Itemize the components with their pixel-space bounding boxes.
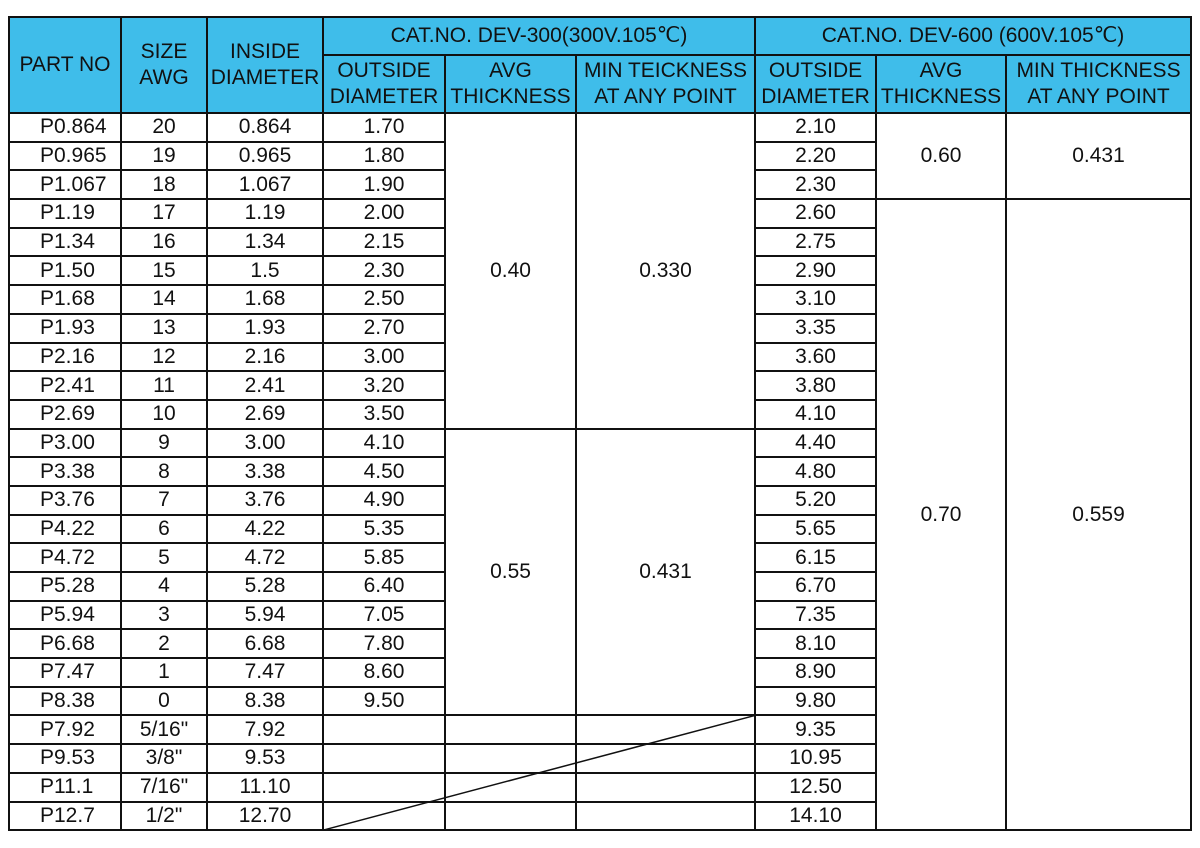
header-avg-600-line2: THICKNESS: [880, 85, 1002, 108]
part-no-cell: P6.68: [9, 629, 121, 658]
size-awg-cell: 18: [121, 170, 207, 199]
dev300-outside-diameter-cell: 3.00: [323, 343, 445, 372]
size-awg-cell: 5/16": [121, 715, 207, 744]
size-awg-cell: 9: [121, 429, 207, 458]
dev300-min-thickness-cell: 0.330: [576, 113, 755, 429]
size-awg-cell: 3: [121, 601, 207, 630]
table-row: [9, 113, 1191, 142]
size-awg-cell: 7/16": [121, 773, 207, 802]
size-awg-cell: 2: [121, 629, 207, 658]
dev600-outside-diameter-cell: 3.35: [755, 314, 876, 343]
dev300-min-thickness-empty-cell: [576, 802, 755, 831]
inside-diameter-cell: 5.94: [207, 601, 323, 630]
inside-diameter-cell: 4.72: [207, 543, 323, 572]
header-od-600-line1: OUTSIDE: [768, 59, 863, 82]
header-min-300-line1: MIN TEICKNESS: [584, 59, 747, 82]
dev600-outside-diameter-cell: 12.50: [755, 773, 876, 802]
header-cat-dev300: CAT.NO. DEV-300(300V.105℃): [323, 17, 755, 55]
header-avg-600: [876, 55, 1006, 113]
dev600-outside-diameter-cell: 7.35: [755, 601, 876, 630]
inside-diameter-cell: 2.16: [207, 343, 323, 372]
dev300-outside-diameter-cell: 3.20: [323, 371, 445, 400]
inside-diameter-cell: 7.47: [207, 658, 323, 687]
header-avg-300-line2: THICKNESS: [450, 85, 571, 108]
dev600-avg-thickness-cell: 0.70: [876, 199, 1006, 830]
size-awg-cell: 17: [121, 199, 207, 228]
part-no-cell: P12.7: [9, 802, 121, 831]
inside-diameter-cell: 9.53: [207, 744, 323, 773]
size-awg-cell: 15: [121, 256, 207, 285]
part-no-cell: P2.41: [9, 371, 121, 400]
part-no-cell: P1.067: [9, 170, 121, 199]
inside-diameter-cell: 1.68: [207, 285, 323, 314]
dev300-avg-thickness-empty-cell: [445, 773, 576, 802]
part-no-cell: P7.92: [9, 715, 121, 744]
dev300-outside-diameter-cell: 8.60: [323, 658, 445, 687]
dev300-outside-diameter-cell: 6.40: [323, 572, 445, 601]
size-awg-cell: 19: [121, 142, 207, 171]
inside-diameter-cell: 3.00: [207, 429, 323, 458]
table-header: [9, 17, 1191, 113]
dev600-outside-diameter-cell: 10.95: [755, 744, 876, 773]
dev300-outside-diameter-cell: 5.35: [323, 515, 445, 544]
inside-diameter-cell: 5.28: [207, 572, 323, 601]
inside-diameter-cell: 0.864: [207, 113, 323, 142]
header-min-300-line2: AT ANY POINT: [594, 85, 737, 108]
dev600-outside-diameter-cell: 4.80: [755, 457, 876, 486]
size-awg-cell: 6: [121, 515, 207, 544]
dev600-outside-diameter-cell: 3.10: [755, 285, 876, 314]
inside-diameter-cell: 1.5: [207, 256, 323, 285]
header-inside-line1: INSIDE: [229, 40, 300, 63]
size-awg-cell: 7: [121, 486, 207, 515]
dev600-outside-diameter-cell: 2.30: [755, 170, 876, 199]
size-awg-cell: 12: [121, 343, 207, 372]
inside-diameter-cell: 3.76: [207, 486, 323, 515]
size-awg-cell: 13: [121, 314, 207, 343]
wire-spec-table-container: [8, 16, 1190, 831]
dev300-outside-diameter-cell: 9.50: [323, 687, 445, 716]
inside-diameter-cell: 2.69: [207, 400, 323, 429]
dev300-outside-diameter-cell: [323, 773, 445, 802]
size-awg-cell: 3/8": [121, 744, 207, 773]
dev300-avg-thickness-empty-cell: [445, 802, 576, 831]
part-no-cell: P7.47: [9, 658, 121, 687]
dev300-outside-diameter-cell: [323, 715, 445, 744]
header-inside-line2: DIAMETER: [210, 66, 320, 89]
inside-diameter-cell: 11.10: [207, 773, 323, 802]
size-awg-cell: 16: [121, 228, 207, 257]
inside-diameter-cell: 1.067: [207, 170, 323, 199]
size-awg-cell: 4: [121, 572, 207, 601]
inside-diameter-cell: 1.19: [207, 199, 323, 228]
dev300-outside-diameter-cell: 4.50: [323, 457, 445, 486]
part-no-cell: P5.94: [9, 601, 121, 630]
inside-diameter-cell: 0.965: [207, 142, 323, 171]
inside-diameter-cell: 1.34: [207, 228, 323, 257]
dev300-min-thickness-empty-cell: [576, 744, 755, 773]
dev300-avg-thickness-cell: 0.40: [445, 113, 576, 429]
dev600-outside-diameter-cell: 9.80: [755, 687, 876, 716]
dev300-outside-diameter-cell: 4.10: [323, 429, 445, 458]
dev300-outside-diameter-cell: 1.70: [323, 113, 445, 142]
dev300-outside-diameter-cell: 4.90: [323, 486, 445, 515]
header-od-600: [755, 55, 876, 113]
header-od-300-line1: OUTSIDE: [337, 59, 431, 82]
part-no-cell: P0.864: [9, 113, 121, 142]
size-awg-cell: 0: [121, 687, 207, 716]
size-awg-cell: 1: [121, 658, 207, 687]
header-avg-600-line1: AVG: [919, 59, 963, 82]
dev300-avg-thickness-empty-cell: [445, 715, 576, 744]
size-awg-cell: 5: [121, 543, 207, 572]
dev600-outside-diameter-cell: 8.10: [755, 629, 876, 658]
dev300-avg-thickness-empty-cell: [445, 744, 576, 773]
part-no-cell: P3.00: [9, 429, 121, 458]
dev300-outside-diameter-cell: 1.90: [323, 170, 445, 199]
inside-diameter-cell: 1.93: [207, 314, 323, 343]
dev300-outside-diameter-cell: 2.15: [323, 228, 445, 257]
table-body: [9, 113, 1191, 830]
dev300-outside-diameter-cell: 5.85: [323, 543, 445, 572]
inside-diameter-cell: 3.38: [207, 457, 323, 486]
dev300-outside-diameter-cell: 2.50: [323, 285, 445, 314]
dev300-avg-thickness-cell: 0.55: [445, 429, 576, 716]
dev600-outside-diameter-cell: 4.10: [755, 400, 876, 429]
header-min-600-line2: AT ANY POINT: [1027, 85, 1170, 108]
header-avg-300-line1: AVG: [489, 59, 532, 82]
inside-diameter-cell: 6.68: [207, 629, 323, 658]
dev300-outside-diameter-cell: [323, 744, 445, 773]
dev600-outside-diameter-cell: 6.15: [755, 543, 876, 572]
dev300-outside-diameter-cell: 7.05: [323, 601, 445, 630]
part-no-cell: P4.22: [9, 515, 121, 544]
dev600-outside-diameter-cell: 2.10: [755, 113, 876, 142]
dev600-min-thickness-cell: 0.559: [1006, 199, 1191, 830]
header-od-300-line2: DIAMETER: [329, 85, 439, 108]
inside-diameter-cell: 4.22: [207, 515, 323, 544]
part-no-cell: P3.76: [9, 486, 121, 515]
dev600-outside-diameter-cell: 8.90: [755, 658, 876, 687]
part-no-cell: P9.53: [9, 744, 121, 773]
dev300-outside-diameter-cell: 2.00: [323, 199, 445, 228]
inside-diameter-cell: 2.41: [207, 371, 323, 400]
dev300-outside-diameter-cell: 3.50: [323, 400, 445, 429]
dev300-outside-diameter-cell: [323, 802, 445, 831]
dev600-outside-diameter-cell: 2.60: [755, 199, 876, 228]
part-no-cell: P5.28: [9, 572, 121, 601]
part-no-cell: P11.1: [9, 773, 121, 802]
dev600-min-thickness-cell: 0.431: [1006, 113, 1191, 199]
size-awg-cell: 20: [121, 113, 207, 142]
dev600-outside-diameter-cell: 14.10: [755, 802, 876, 831]
part-no-cell: P1.34: [9, 228, 121, 257]
header-od-300: [323, 55, 445, 113]
header-size-line2: AWG: [139, 66, 189, 89]
part-no-cell: P3.38: [9, 457, 121, 486]
size-awg-cell: 8: [121, 457, 207, 486]
dev600-outside-diameter-cell: 6.70: [755, 572, 876, 601]
header-cat-dev600: CAT.NO. DEV-600 (600V.105℃): [755, 17, 1191, 55]
dev600-outside-diameter-cell: 3.60: [755, 343, 876, 372]
part-no-cell: P0.965: [9, 142, 121, 171]
size-awg-cell: 11: [121, 371, 207, 400]
part-no-cell: P2.69: [9, 400, 121, 429]
dev300-outside-diameter-cell: 2.30: [323, 256, 445, 285]
dev300-outside-diameter-cell: 1.80: [323, 142, 445, 171]
part-no-cell: P2.16: [9, 343, 121, 372]
header-part-no: PART NO: [9, 17, 121, 113]
dev600-outside-diameter-cell: 2.75: [755, 228, 876, 257]
header-inside-diameter: [207, 17, 323, 113]
header-min-300: [576, 55, 755, 113]
dev300-min-thickness-empty-cell: [576, 715, 755, 744]
dev600-outside-diameter-cell: 5.65: [755, 515, 876, 544]
part-no-cell: P1.93: [9, 314, 121, 343]
part-no-cell: P4.72: [9, 543, 121, 572]
header-od-600-line2: DIAMETER: [761, 85, 870, 108]
header-min-600: [1006, 55, 1191, 113]
dev600-outside-diameter-cell: 2.90: [755, 256, 876, 285]
inside-diameter-cell: 8.38: [207, 687, 323, 716]
dev600-outside-diameter-cell: 5.20: [755, 486, 876, 515]
part-no-cell: P1.19: [9, 199, 121, 228]
header-min-600-line1: MIN THICKNESS: [1016, 59, 1181, 82]
part-no-cell: P1.50: [9, 256, 121, 285]
dev600-outside-diameter-cell: 2.20: [755, 142, 876, 171]
size-awg-cell: 14: [121, 285, 207, 314]
dev600-outside-diameter-cell: 3.80: [755, 371, 876, 400]
part-no-cell: P1.68: [9, 285, 121, 314]
dev300-outside-diameter-cell: 2.70: [323, 314, 445, 343]
header-size-awg: [121, 17, 207, 113]
header-avg-300: [445, 55, 576, 113]
dev300-min-thickness-empty-cell: [576, 773, 755, 802]
size-awg-cell: 10: [121, 400, 207, 429]
inside-diameter-cell: 12.70: [207, 802, 323, 831]
dev600-outside-diameter-cell: 9.35: [755, 715, 876, 744]
header-size-line1: SIZE: [140, 40, 188, 63]
size-awg-cell: 1/2": [121, 802, 207, 831]
dev600-avg-thickness-cell: 0.60: [876, 113, 1006, 199]
dev300-outside-diameter-cell: 7.80: [323, 629, 445, 658]
part-no-cell: P8.38: [9, 687, 121, 716]
inside-diameter-cell: 7.92: [207, 715, 323, 744]
dev600-outside-diameter-cell: 4.40: [755, 429, 876, 458]
wire-spec-table: [8, 16, 1192, 831]
dev300-min-thickness-cell: 0.431: [576, 429, 755, 716]
